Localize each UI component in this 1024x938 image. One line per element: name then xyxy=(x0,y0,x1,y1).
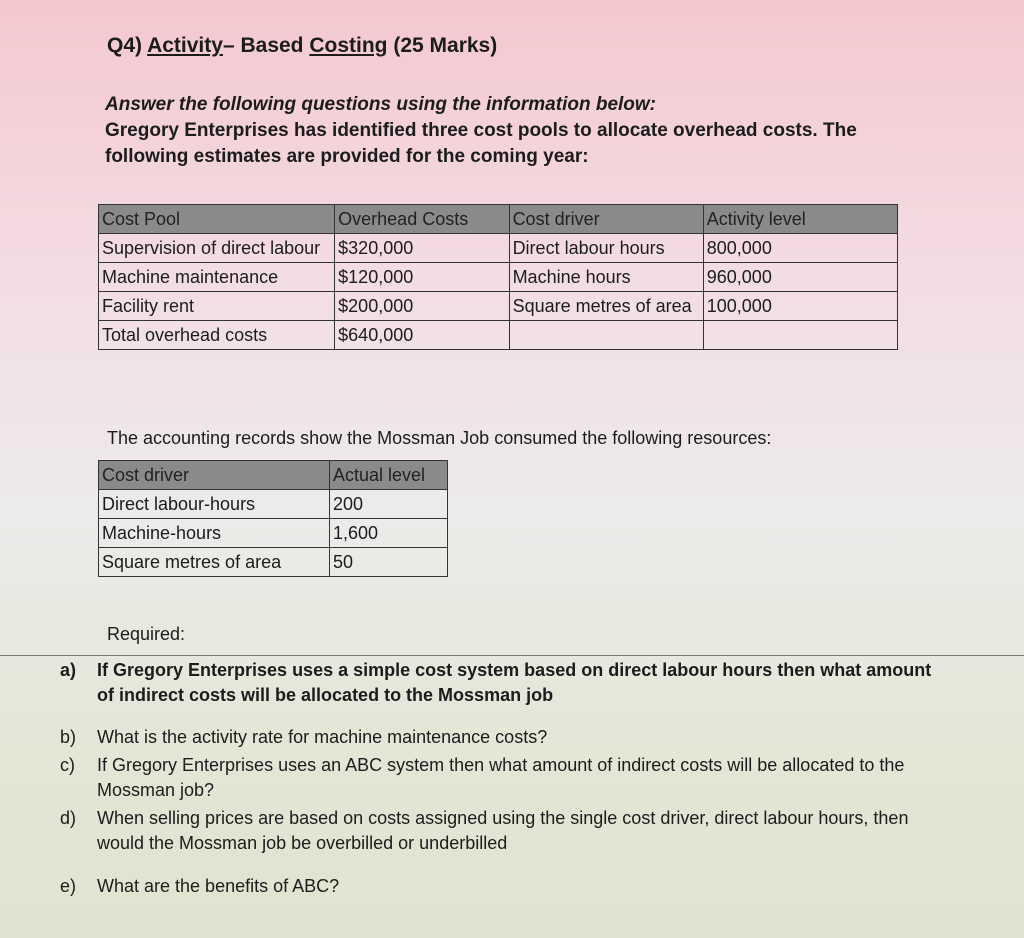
question-label: b) xyxy=(60,727,77,747)
required-label: Required: xyxy=(107,624,186,644)
pool-cost: $320,000 xyxy=(335,234,509,263)
question-b xyxy=(60,725,940,750)
table-row xyxy=(99,490,448,519)
driver-level: 200 xyxy=(330,490,448,519)
header-activity-level: Activity level xyxy=(703,205,897,234)
table-row xyxy=(99,263,898,292)
question-label: e) xyxy=(60,876,77,896)
pool-cost: $200,000 xyxy=(335,292,509,321)
empty-cell xyxy=(509,321,703,350)
question-text: If Gregory Enterprises uses a simple cost system based on direct labour hours then what amount of indirect costs will be allocated to the Mossman job xyxy=(97,660,932,705)
total-value: $640,000 xyxy=(335,321,509,350)
header-actual-level: Actual level xyxy=(330,461,448,490)
table-row xyxy=(99,519,448,548)
header-cost-driver: Cost driver xyxy=(99,461,330,490)
pool-level: 960,000 xyxy=(703,263,897,292)
title-activity: Activity xyxy=(147,34,223,57)
question-label: d) xyxy=(60,808,77,828)
question-c xyxy=(60,753,940,803)
mossman-table-header xyxy=(99,461,448,490)
driver-name: Square metres of area xyxy=(99,548,330,577)
title-dash: – xyxy=(222,34,235,57)
table-row xyxy=(99,292,898,321)
question-label: c) xyxy=(60,755,75,775)
title-marks: (25 Marks) xyxy=(393,34,498,57)
table-row xyxy=(99,548,448,577)
question-d xyxy=(60,806,940,856)
header-cost-pool: Cost Pool xyxy=(99,205,335,234)
question-number: Q4) xyxy=(107,34,143,57)
question-text: When selling prices are based on costs assigned using the single cost driver, direct labour hours, then would the Mossman job be overbilled or underbilled xyxy=(97,808,909,853)
pool-level: 100,000 xyxy=(703,292,897,321)
question-a xyxy=(60,658,940,708)
title-costing: Costing xyxy=(309,34,388,57)
header-overhead-costs: Overhead Costs xyxy=(335,205,509,234)
table-row xyxy=(99,234,898,263)
cost-pool-table xyxy=(98,204,898,350)
cost-pool-table-header xyxy=(99,205,898,234)
mossman-lead: The accounting records show the Mossman Job consumed the following resources: xyxy=(107,428,772,448)
pool-name: Supervision of direct labour xyxy=(99,234,335,263)
pool-level: 800,000 xyxy=(703,234,897,263)
title-based: Based xyxy=(240,34,304,57)
table-row-total xyxy=(99,321,898,350)
empty-cell xyxy=(703,321,897,350)
pool-driver: Machine hours xyxy=(509,263,703,292)
pool-cost: $120,000 xyxy=(335,263,509,292)
intro-paragraph xyxy=(105,92,905,170)
question-e xyxy=(60,874,940,899)
driver-level: 50 xyxy=(330,548,448,577)
pool-name: Facility rent xyxy=(99,292,335,321)
pool-driver: Direct labour hours xyxy=(509,234,703,263)
driver-name: Machine-hours xyxy=(99,519,330,548)
driver-level: 1,600 xyxy=(330,519,448,548)
question-title xyxy=(107,34,497,58)
question-label: a) xyxy=(60,660,77,680)
divider xyxy=(0,655,1024,656)
intro-body: Gregory Enterprises has identified three cost pools to allocate overhead costs. The following estimates are provided for the coming year: xyxy=(105,120,857,167)
pool-driver: Square metres of area xyxy=(509,292,703,321)
question-text: What are the benefits of ABC? xyxy=(97,876,340,896)
question-text: If Gregory Enterprises uses an ABC system then what amount of indirect costs will be allocated to the Mossman job? xyxy=(97,755,905,800)
driver-name: Direct labour-hours xyxy=(99,490,330,519)
header-cost-driver: Cost driver xyxy=(509,205,703,234)
pool-name: Machine maintenance xyxy=(99,263,335,292)
total-label: Total overhead costs xyxy=(99,321,335,350)
question-text: What is the activity rate for machine maintenance costs? xyxy=(97,727,548,747)
intro-instruction: Answer the following questions using the information below: xyxy=(105,94,656,115)
mossman-table xyxy=(98,460,448,577)
